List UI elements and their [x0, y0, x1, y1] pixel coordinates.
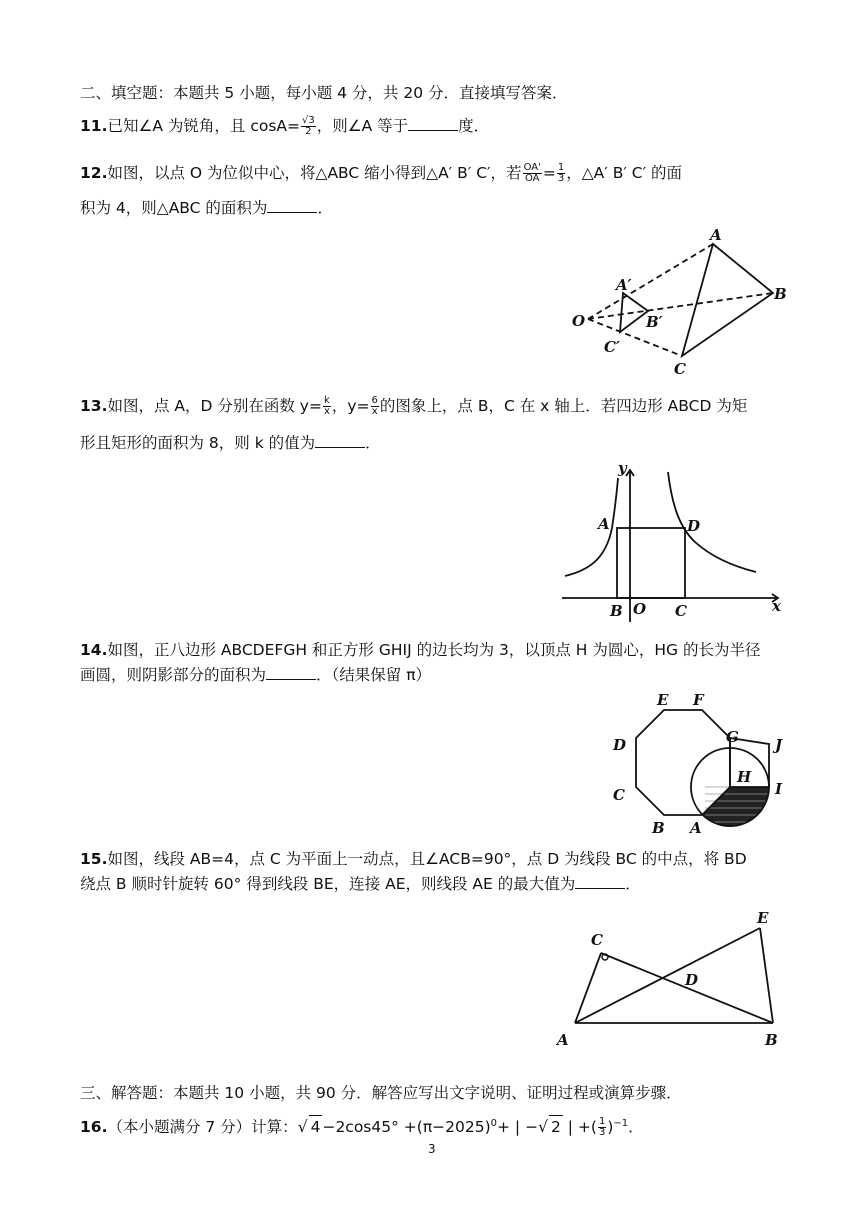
question-12-line-2 — [80, 197, 333, 219]
figure-q12-homothety — [560, 222, 800, 382]
question-number: 14. — [80, 641, 108, 659]
label-a: A — [710, 226, 722, 244]
label-o: O — [572, 312, 586, 330]
figure-q13-hyperbola — [560, 458, 790, 628]
radical-sign: √ — [538, 1118, 548, 1136]
label-c: C — [613, 786, 625, 804]
question-text: ．（结果保留 π） — [316, 666, 432, 684]
section-3-heading: 三、解答题：本题共 10 小题，共 90 分．解答应写出文字说明、证明过程或演算步骤． — [80, 1084, 682, 1102]
label-d: D — [685, 971, 699, 989]
section-2-heading: 二、填空题：本题共 5 小题，每小题 4 分，共 20 分．直接填写答案． — [80, 84, 568, 102]
fraction — [598, 1117, 606, 1138]
label-a: A — [690, 819, 702, 837]
question-text: + | − — [497, 1118, 539, 1136]
question-text: 如图，点 A，D 分别在函数 y= — [107, 397, 322, 415]
question-13 — [80, 395, 747, 417]
label-b: B — [774, 285, 787, 303]
exponent: −1 — [613, 1117, 629, 1129]
label-c-prime: C′ — [604, 338, 620, 356]
question-text: −2cos45° +(π−2025) — [322, 1118, 491, 1136]
triangle-a1b1c1 — [620, 293, 648, 332]
question-number: 15. — [80, 850, 108, 868]
denominator: OA — [524, 173, 540, 184]
label-d: D — [613, 736, 627, 754]
answer-blank[interactable] — [266, 665, 316, 680]
question-text: （本小题满分 7 分）计算： — [107, 1118, 298, 1136]
label-b: B — [765, 1031, 778, 1049]
question-text: 度． — [458, 117, 490, 135]
question-text: ) — [607, 1118, 614, 1136]
question-text: 的图象上，点 B，C 在 x 轴上．若四边形 ABCD 为矩 — [379, 397, 748, 415]
figure-q14-octagon — [605, 688, 805, 838]
fraction — [371, 396, 379, 417]
question-text: ，y= — [331, 397, 370, 415]
figure-q15-rotation — [555, 905, 795, 1055]
label-e: E — [757, 909, 769, 927]
curve-6-over-x — [668, 472, 756, 572]
label-h: H — [737, 768, 752, 786]
question-14-line-2 — [80, 664, 431, 686]
radicand: 4 — [309, 1115, 323, 1138]
answer-blank[interactable] — [575, 874, 625, 889]
label-c: C — [591, 931, 603, 949]
question-number: 16. — [80, 1118, 108, 1136]
octagon-abcdefgh — [636, 710, 730, 815]
label-b: B — [652, 819, 665, 837]
label-a: A — [557, 1031, 569, 1049]
label-y: y — [618, 459, 627, 477]
label-o: O — [633, 600, 647, 618]
rectangle-abcd — [617, 528, 685, 598]
label-c: C — [675, 602, 687, 620]
question-text: ，则∠A 等于 — [316, 117, 409, 135]
label-a-prime: A′ — [616, 276, 632, 294]
question-text: 绕点 B 顺时针旋转 60° 得到线段 BE，连接 AE，则线段 AE 的最大值为 — [80, 875, 576, 893]
label-e: E — [657, 691, 669, 709]
denominator: 2 — [305, 126, 312, 137]
label-i: I — [775, 780, 783, 798]
radical-sign: √ — [297, 1118, 308, 1136]
answer-blank[interactable] — [408, 116, 458, 131]
segment-be — [760, 928, 773, 1023]
numerator: 1 — [598, 1116, 606, 1127]
page-number: 3 — [428, 1142, 436, 1156]
numerator: OA' — [523, 162, 541, 173]
exponent: 0 — [490, 1117, 498, 1129]
question-text: ． — [365, 434, 381, 452]
question-text: 如图，正八边形 ABCDEFGH 和正方形 GHIJ 的边长均为 3，以顶点 H 为圆心，HG 的长为半径 — [107, 641, 761, 659]
question-text: 形且矩形的面积为 8，则 k 的值为 — [80, 434, 316, 452]
question-text: ． — [317, 199, 333, 217]
question-12 — [80, 162, 682, 184]
equals-sign: = — [542, 164, 556, 182]
question-15 — [80, 848, 747, 870]
question-text: 积为 4，则△ABC 的面积为 — [80, 199, 268, 217]
question-text: | +( — [562, 1118, 597, 1136]
question-text: ． — [628, 1118, 644, 1136]
fraction — [523, 163, 542, 184]
fraction — [323, 396, 331, 417]
denominator: 3 — [598, 1127, 606, 1138]
denominator: 3 — [557, 173, 565, 184]
numerator: 1 — [557, 162, 565, 173]
dashed-line-ob — [588, 293, 773, 319]
denominator: x — [323, 406, 330, 417]
label-x: x — [772, 597, 781, 615]
question-text: 画圆，则阴影部分的面积为 — [80, 666, 267, 684]
answer-blank[interactable] — [267, 198, 317, 213]
question-text: ，△A′ B′ C′ 的面 — [566, 164, 683, 182]
answer-blank[interactable] — [315, 433, 365, 448]
label-f: F — [693, 691, 704, 709]
question-number: 13. — [80, 397, 108, 415]
question-text: 已知∠A 为锐角，且 cosA= — [107, 117, 300, 135]
question-text: 如图，以点 O 为位似中心，将△ABC 缩小得到△A′ B′ C′，若 — [107, 164, 522, 182]
label-j: J — [775, 736, 783, 754]
fraction — [557, 163, 565, 184]
denominator: x — [371, 406, 378, 417]
question-number: 11. — [80, 117, 108, 135]
radicand: 2 — [549, 1115, 563, 1138]
curve-k-over-x — [565, 478, 618, 576]
label-b: B — [610, 602, 623, 620]
question-15-line-2 — [80, 873, 641, 895]
question-number: 12. — [80, 164, 108, 182]
label-g: G — [726, 728, 739, 746]
label-a: A — [598, 515, 610, 533]
label-d: D — [687, 517, 701, 535]
numerator: k — [324, 395, 330, 406]
label-b-prime: B′ — [646, 313, 663, 331]
numerator: √3 — [302, 115, 315, 126]
dashed-line-oa — [588, 244, 713, 319]
question-11 — [80, 115, 489, 137]
question-14 — [80, 639, 760, 661]
fraction — [301, 116, 316, 137]
question-text: ． — [625, 875, 641, 893]
question-16 — [80, 1115, 644, 1138]
dashed-line-oc — [588, 319, 682, 356]
question-text: 如图，线段 AB=4，点 C 为平面上一动点，且∠ACB=90°，点 D 为线段 BC 的中点，将 BD — [107, 850, 747, 868]
label-c: C — [674, 360, 686, 378]
numerator: 6 — [371, 395, 378, 406]
question-13-line-2 — [80, 432, 381, 454]
